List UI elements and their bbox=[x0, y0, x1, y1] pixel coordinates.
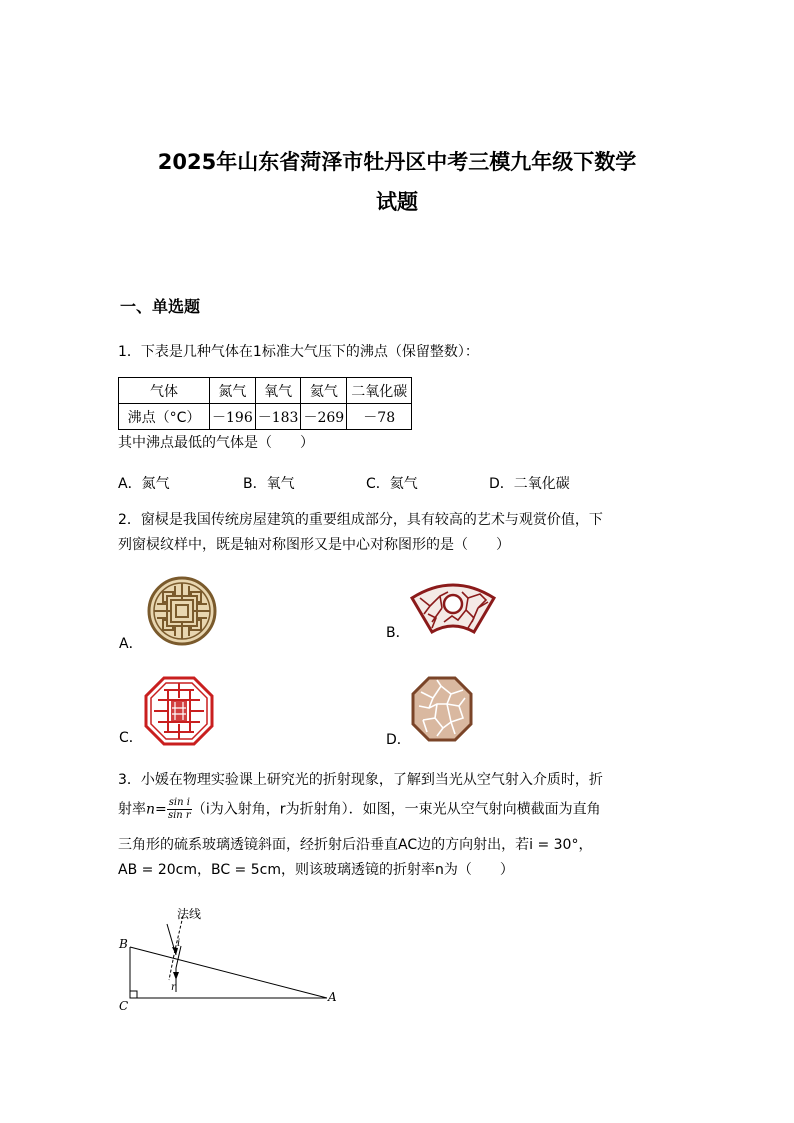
boiling-point-table bbox=[118, 377, 412, 430]
table-cell: 气体 bbox=[119, 378, 210, 404]
table-row bbox=[119, 404, 412, 430]
q1-question: 其中沸点最低的气体是（ ） bbox=[118, 435, 314, 451]
table-cell: －78 bbox=[347, 404, 412, 430]
q2-stem-line2: 列窗棂纹样中，既是轴对称图形又是中心对称图形的是（ ） bbox=[118, 537, 510, 553]
table-cell: －196 bbox=[210, 404, 256, 430]
table-cell: 氮气 bbox=[210, 378, 256, 404]
q2-stem-line1: 2．窗棂是我国传统房屋建筑的重要组成部分，具有较高的艺术与观赏价值，下 bbox=[118, 512, 603, 528]
q3-line4: AB = 20cm，BC = 5cm，则该玻璃透镜的折射率n为（ ） bbox=[118, 862, 514, 878]
table-cell: 氧气 bbox=[255, 378, 301, 404]
section-heading: 一、单选题 bbox=[120, 297, 201, 316]
formula-denominator: sin r bbox=[167, 810, 191, 821]
formula-n: n bbox=[146, 801, 156, 818]
q1-stem: 1．下表是几种气体在1标准大气压下的沸点（保留整数）： bbox=[118, 344, 479, 360]
q2-option-d-label[interactable]: D． bbox=[386, 732, 411, 748]
q3-line1: 3．小媛在物理实验课上研究光的折射现象，了解到当光从空气射入介质时，折 bbox=[118, 772, 603, 788]
table-cell: 沸点（°C） bbox=[119, 404, 210, 430]
point-a-label: A bbox=[328, 990, 337, 1004]
octagon-cracked-ice-window-icon[interactable] bbox=[411, 676, 473, 742]
table-cell: 氦气 bbox=[301, 378, 347, 404]
table-cell: 二氧化碳 bbox=[347, 378, 412, 404]
refraction-triangle-diagram bbox=[115, 900, 345, 1015]
q3-line2 bbox=[118, 797, 601, 822]
q1-option-d[interactable]: D．二氧化碳 bbox=[489, 476, 570, 492]
point-b-label: B bbox=[119, 937, 128, 951]
q1-option-c[interactable]: C．氦气 bbox=[366, 476, 418, 492]
q3-line2-suffix: （i为入射角，r为折射角）．如图，一束光从空气射向横截面为直角 bbox=[191, 801, 601, 818]
angle-r-label: r bbox=[171, 982, 176, 993]
q2-option-c-label[interactable]: C． bbox=[119, 730, 143, 746]
page-title-line2: 试题 bbox=[376, 190, 418, 214]
page-title-line1: 2025年山东省菏泽市牡丹区中考三模九年级下数学 bbox=[157, 150, 637, 174]
table-cell: －269 bbox=[301, 404, 347, 430]
q2-option-a-label[interactable]: A． bbox=[119, 636, 143, 652]
formula-equals: = bbox=[155, 801, 167, 818]
normal-line-label: 法线 bbox=[177, 907, 202, 921]
angle-i-label: i bbox=[177, 938, 181, 949]
q1-option-b[interactable]: B．氧气 bbox=[243, 476, 295, 492]
refraction-formula bbox=[167, 797, 192, 822]
point-c-label: C bbox=[119, 999, 129, 1013]
round-lattice-window-icon[interactable] bbox=[147, 576, 217, 646]
table-row bbox=[119, 378, 412, 404]
q3-line2-prefix: 射率 bbox=[118, 801, 146, 818]
double-happiness-window-icon[interactable] bbox=[144, 676, 214, 746]
formula-numerator: sin i bbox=[168, 797, 190, 808]
q3-line3: 三角形的硫系玻璃透镜斜面，经折射后沿垂直AC边的方向射出，若i = 30°， bbox=[118, 837, 593, 853]
q1-option-a[interactable]: A．氮气 bbox=[118, 476, 170, 492]
fan-lattice-window-icon[interactable] bbox=[408, 578, 498, 636]
q2-option-b-label[interactable]: B． bbox=[386, 625, 410, 641]
table-cell: －183 bbox=[255, 404, 301, 430]
